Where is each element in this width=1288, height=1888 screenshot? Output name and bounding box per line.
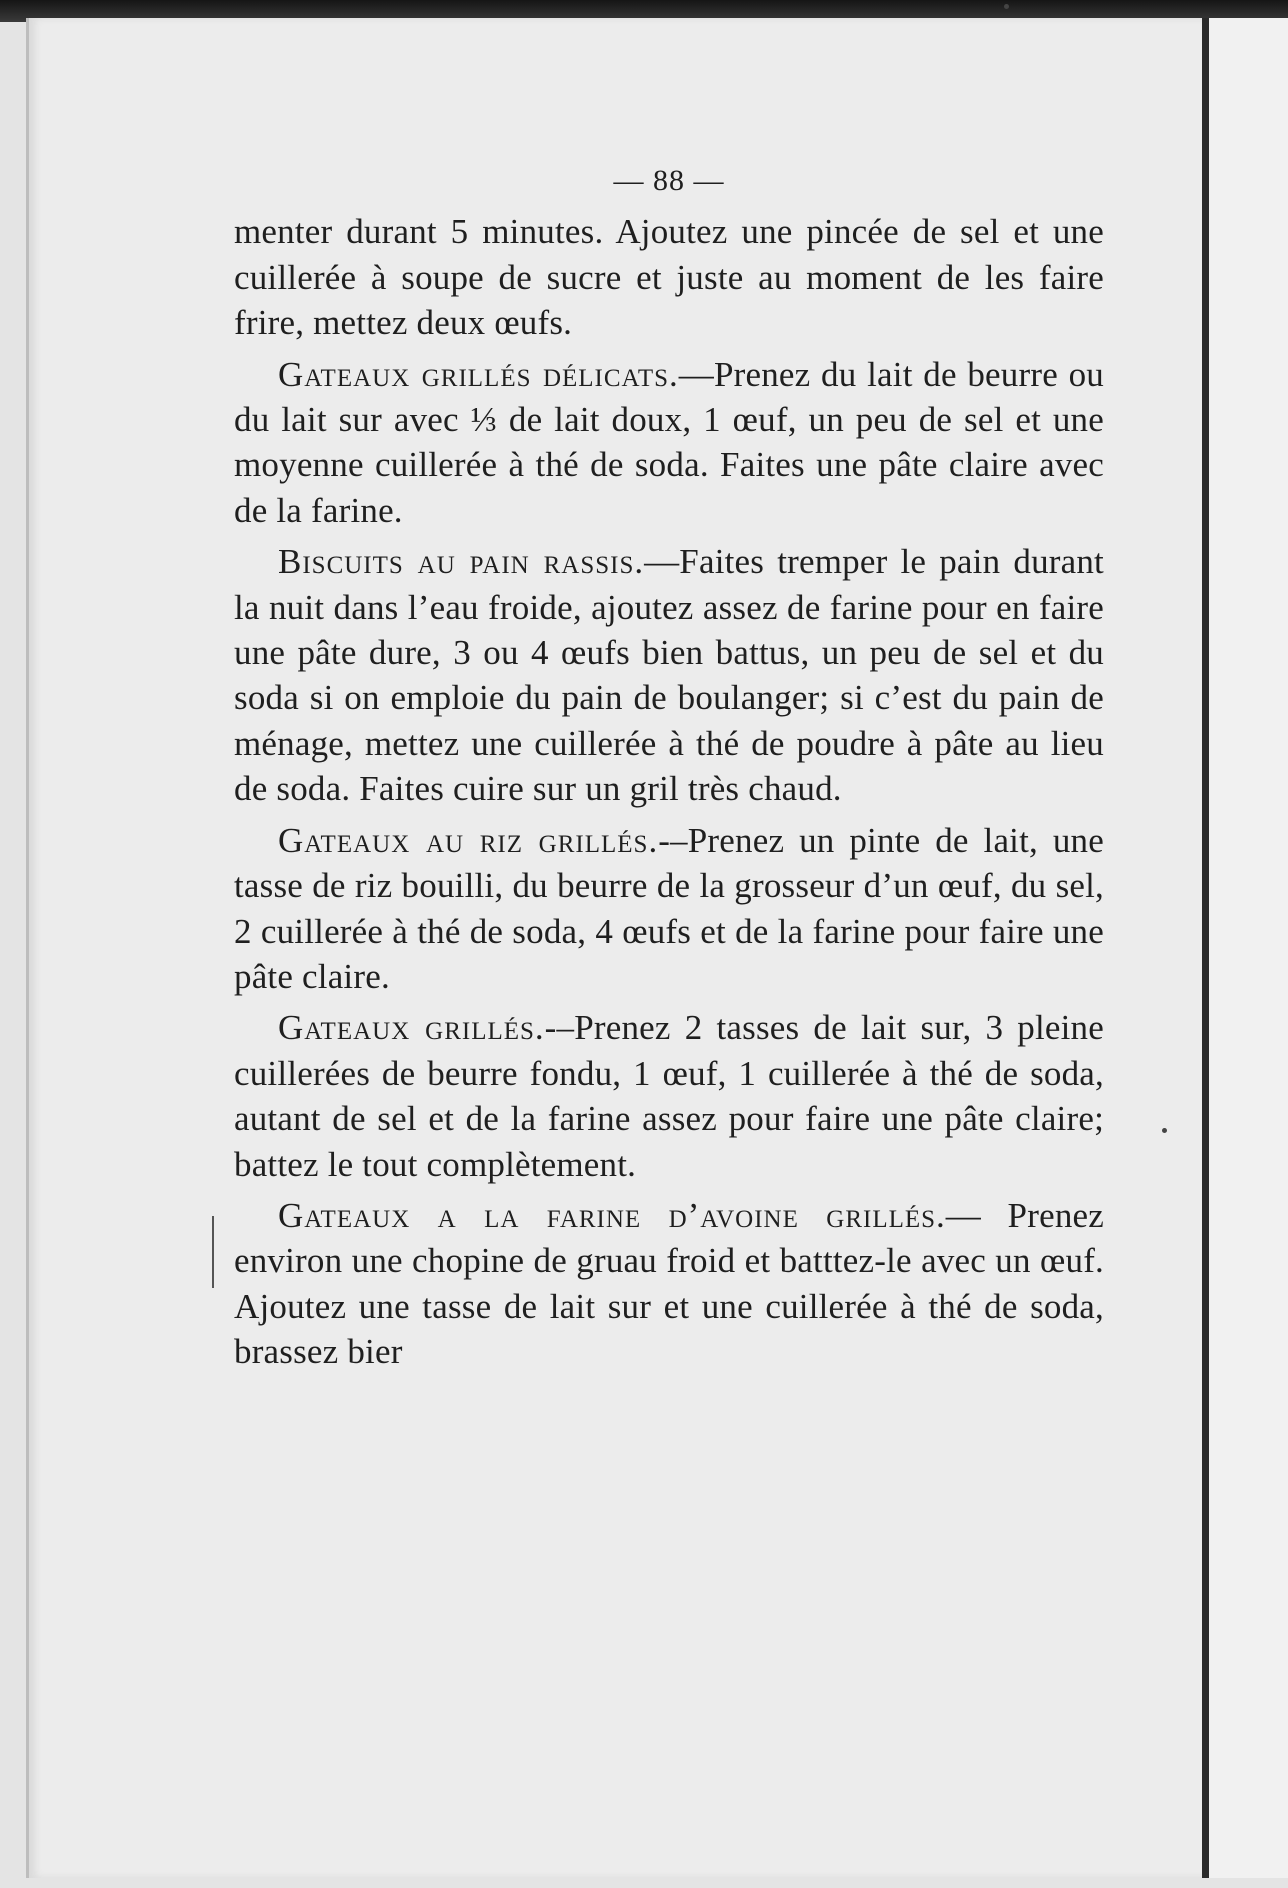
- recipe-text: -–Prenez 2 tasses de lait sur, 3 pleine cuillerées de beurre fondu, 1 œuf, 1 cuillerée à thé de soda, autant de sel et de la farine assez pour faire une pâte claire; battez le tout complètement.: [234, 1008, 1104, 1184]
- recipe-title: Gateaux grillés.: [278, 1008, 545, 1048]
- margin-mark: [212, 1216, 214, 1288]
- recipe-biscuits-pain-rassis: [234, 539, 1104, 811]
- recipe-gateaux-grilles: [234, 1005, 1104, 1187]
- page-text: [234, 158, 1104, 1375]
- recipe-title: Gateaux au riz grillés.: [278, 820, 659, 860]
- page-number: — 88 —: [613, 164, 725, 197]
- paragraph-text: menter durant 5 minutes. Ajoutez une pincée de sel et une cuillerée à soupe de sucre et juste au moment de les faire frire, mettez deux œufs.: [234, 212, 1104, 343]
- dust-speck: [1162, 1128, 1167, 1133]
- recipe-text: — Prenez environ une chopine de gruau froid et batttez-le avec un œuf. Ajoutez une tasse de lait sur et une cuillerée à thé de soda, brassez bier: [234, 1195, 1104, 1372]
- adjacent-page: [1209, 18, 1288, 1878]
- page-spine: [1202, 18, 1209, 1878]
- recipe-gateaux-riz-grilles: [234, 818, 1104, 1000]
- recipe-text: —Prenez du lait de beurre ou du lait sur avec ⅓ de lait doux, 1 œuf, un peu de sel et une moyenne cuillerée à thé de soda. Faites une pâte claire avec de la farine.: [234, 354, 1104, 530]
- recipe-title: Biscuits au pain rassis.: [278, 542, 645, 582]
- recipe-text: -–Prenez un pinte de lait, une tasse de riz bouilli, du beurre de la grosseur d’un œuf, du sel, 2 cuillerée à thé de soda, 4 œufs et de la farine pour faire une pâte claire.: [234, 820, 1104, 996]
- paragraph-continuation: [234, 209, 1104, 345]
- recipe-gateaux-farine-avoine: [234, 1193, 1104, 1375]
- recipe-text: —Faites tremper le pain durant la nuit dans l’eau froide, ajoutez assez de farine pour en faire une pâte dure, 3 ou 4 œufs bien battus, un peu de sel et du soda si on emploie du pain de boulanger; si c’est du pain de ménage, mettez une cuillerée à thé de poudre à pâte au lieu de soda. Faites cuire sur un gril très chaud.: [234, 542, 1104, 809]
- recipe-gateaux-grilles-delicats: [234, 352, 1104, 534]
- dust-speck: [1004, 4, 1009, 9]
- recipe-title: Gateaux a la farine d’avoine grillés.: [278, 1195, 946, 1235]
- recipe-title: Gateaux grillés délicats.: [278, 354, 679, 394]
